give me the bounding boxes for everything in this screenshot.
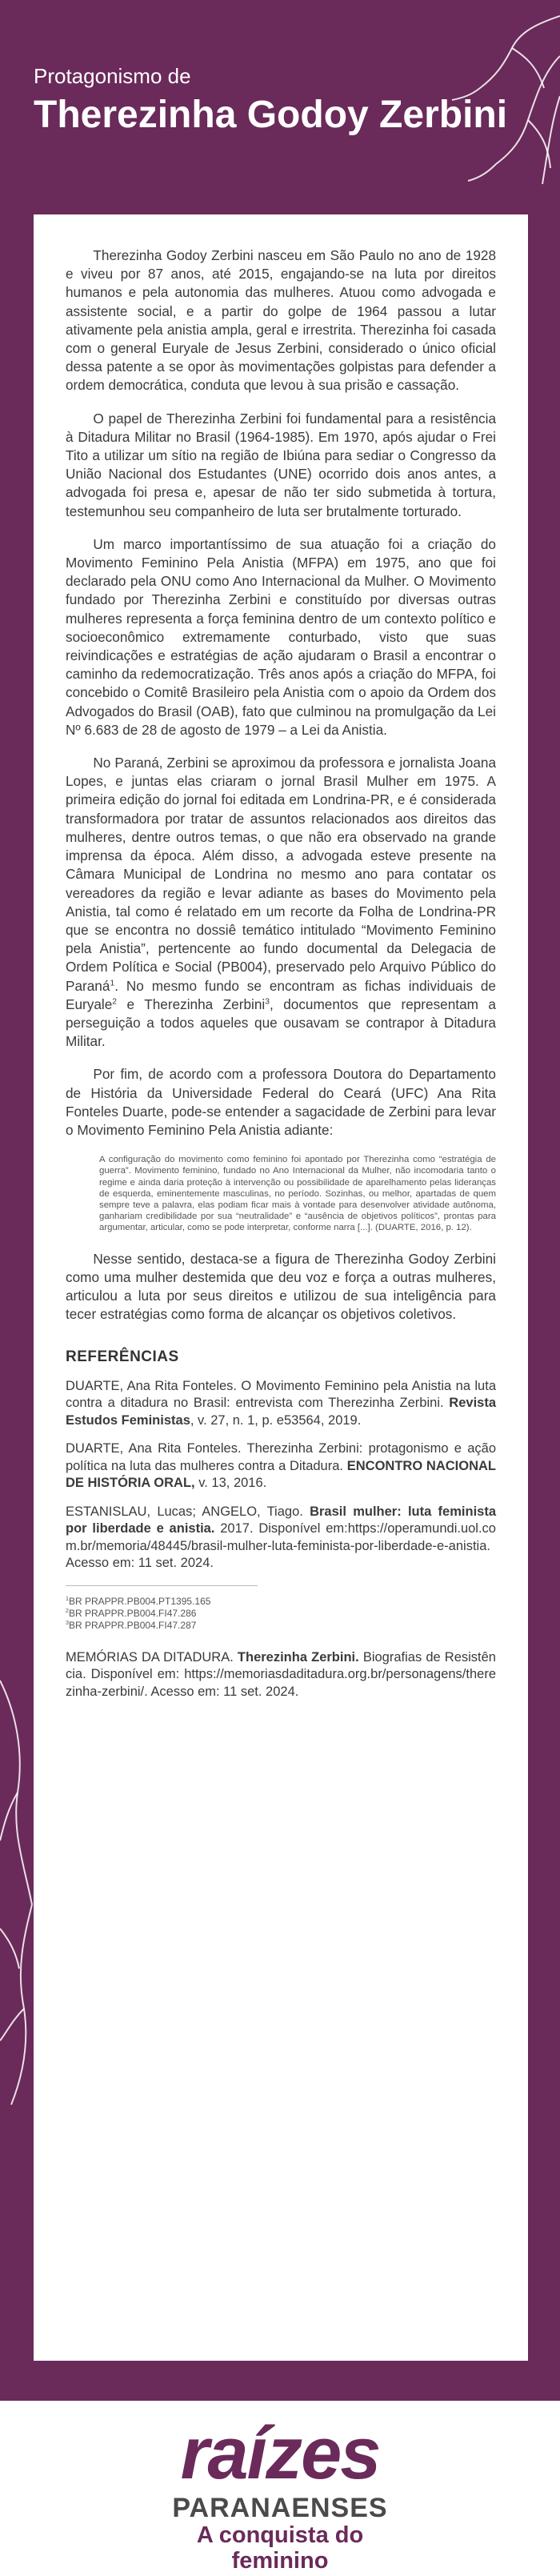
paragraph-4 bbox=[66, 754, 496, 1051]
reference-2-source: ENCONTRO NACIONAL DE HISTÓRIA ORAL, bbox=[66, 1458, 496, 1491]
page-kicker: Protagonismo de bbox=[34, 64, 191, 88]
paragraph-1: Therezinha Godoy Zerbini nasceu em São Paulo no ano de 1928 e viveu por 87 anos, até 2015, engajando-se na luta por direitos humanos e pela autonomia das mulheres. Atuou como advogada e assistente social, e a partir do golpe de 1964 passou a lutar ativamente pela anistia ampla, geral e irrestrita. Therezinha foi casada com o general Euryale de Jesus Zerbini, considerado o único oficial dessa patente a se opor às movimentações golpistas para defender a ordem democrática, conduta que levou à sua prisão e cassação. bbox=[66, 247, 496, 394]
paragraph-3: Um marco importantíssimo de sua atuação foi a criação do Movimento Feminino Pela Anistia (MFPA) em 1975, ano que foi declarado pela ONU como Ano Internacional da Mulher. O Movimento fundado por Therezinha Zerbini e constituído por diversas outras mulheres representa a força feminina dentro de um contexto político e socioeconômico extremamente conturbado, visto que suas reivindicações e estratégias de ação ajudaram o Brasil a encontrar o caminho da redemocratização. Três anos após a criação do MFPA, foi concebido o Comitê Brasileiro pela Anistia com o apoio da Ordem dos Advogados do Brasil (OAB), fato que culminou na promulgação da Lei Nº 6.683 de 28 de agosto de 1979 – a Lei da Anistia. bbox=[66, 535, 496, 738]
reference-4 bbox=[66, 1649, 496, 1701]
paragraph-4-part-3: e Therezinha Zerbini bbox=[117, 996, 266, 1012]
reference-2 bbox=[66, 1440, 496, 1492]
paragraph-5: Por fim, de acordo com a professora Doutora do Departamento de História da Universidade Federal do Ceará (UFC) Ana Rita Fonteles Duarte, pode-se entender a sagacidade de Zerbini para levar o Movimento Feminino Pela Anistia adiante: bbox=[66, 1066, 496, 1138]
reference-1 bbox=[66, 1378, 496, 1430]
reference-3-details: 2017. Disponível em:https://operamundi.uol.com.br/memoria/48445/brasil-mulher-luta-feminista-por-liberdade-e-anistia. Acesso em: 11 set. 2024. bbox=[66, 1521, 496, 1571]
paragraph-4-part-4: , documentos que representam a perseguição a todos aqueles que ousavam se contrapor à Ditadura Militar. bbox=[66, 996, 496, 1050]
footnote-3 bbox=[66, 1620, 258, 1632]
reference-4-authors: MEMÓRIAS DA DITADURA. bbox=[66, 1649, 238, 1665]
footnote-1 bbox=[66, 1596, 258, 1608]
reference-1-source: Revista Estudos Feministas bbox=[66, 1396, 496, 1428]
footnote-ref-2: 2 bbox=[112, 996, 118, 1006]
paragraph-4-part-1: No Paraná, Zerbini se aproximou da professora e jornalista Joana Lopes, e juntas elas criaram o jornal Brasil Mulher em 1975. A primeira edição do jornal foi editada em Londrina-PR, e é considerada transformadora por tratar de assuntos relacionados aos direitos das mulheres, dentre outros temas, o que não era observado na grande imprensa da época. Além disso, a advogada esteve presente na Câmara Municipal de Londrina no mesmo ano para contatar os vereadores da região e levar adiante as bases do Movimento pela Anistia, tal como é relatado em um recorte da Folha de Londrina-PR que se encontra no dossiê temático intitulado “Movimento Feminino pela Anistia”, pertencente ao fundo documental da Delegacia de Ordem Política e Social (PB004), preservado pelo Arquivo Público do Paraná bbox=[66, 755, 496, 994]
footnote-ref-1: 1 bbox=[110, 978, 115, 988]
reference-1-details: , v. 27, n. 1, p. e53564, 2019. bbox=[190, 1412, 362, 1428]
footnote-2-text: BR PRAPPR.PB004.FI47.286 bbox=[69, 1607, 197, 1619]
footnotes bbox=[66, 1585, 258, 1632]
paragraph-4-part-2: . No mesmo fundo se encontram as fichas individuais de Euryale bbox=[66, 977, 496, 1012]
article-card bbox=[34, 214, 528, 2361]
logo-tagline: A conquista do feminino bbox=[196, 2522, 364, 2574]
page-title: Therezinha Godoy Zerbini bbox=[34, 94, 508, 136]
references-title: REFERÊNCIAS bbox=[66, 1348, 179, 1366]
reference-1-authors: DUARTE, Ana Rita Fonteles. O Movimento Feminino pela Anistia na luta contra a ditadura no Brasil: entrevista com Therezinha Zerbini. bbox=[66, 1378, 496, 1411]
block-quote: A configuração do movimento como feminino foi apontado por Therezinha como “estratégia de guerra”. Movimento feminino, fundado no Ano Internacional da Mulher, não incomodaria tanto o regime e ainda daria proteção à intervenção ou possibilidade de aparelhamento pelas lideranças de esquerda, eminentemente masculinas, no período. Sozinhas, ou melhor, apartadas de quem sempre teve a palavra, elas podiam ficar mais à vontade para desenvolver atividade autônoma, ganhariam credibilidade por sua “neutralidade” e “ausência de objetivos políticos”, prontas para argumentar, articular, como se pode interpretar, conforme narra [...]. (DUARTE, 2016, p. 12). bbox=[99, 1155, 496, 1233]
logo-subtitle: PARANAENSES bbox=[172, 2493, 388, 2523]
footnote-3-text: BR PRAPPR.PB004.FI47.287 bbox=[69, 1619, 197, 1631]
paragraph-2: O papel de Therezinha Zerbini foi fundamental para a resistência à Ditadura Militar no Brasil (1964-1985). Em 1970, após ajudar o Frei Tito a utilizar um sítio na região de Ibiúna para sediar o Congresso da União Nacional dos Estudantes (UNE) ocorrido dois anos antes, a advogada foi presa e, apesar de não ter sido submetida à tortura, testemunhou seu companheiro de luta ser brutalmente torturado. bbox=[66, 410, 496, 519]
logo-wordmark: raízes bbox=[180, 2413, 380, 2494]
reference-4-details: Biografias de Resistência. Disponível em: https://memoriasdaditadura.org.br/personagens/therezinha-zerbini/. Acesso em: 11 set. 2024. bbox=[66, 1649, 496, 1699]
footnote-1-number: 1 bbox=[66, 1594, 69, 1602]
reference-2-details: v. 13, 2016. bbox=[194, 1476, 267, 1491]
footnote-2-number: 2 bbox=[66, 1606, 69, 1614]
footnote-1-text: BR PRAPPR.PB004.PT1395.165 bbox=[69, 1595, 211, 1607]
reference-4-source: Therezinha Zerbini. bbox=[237, 1649, 359, 1665]
footer bbox=[0, 2401, 560, 2576]
footnote-3-number: 3 bbox=[66, 1618, 69, 1626]
header bbox=[34, 64, 514, 138]
reference-2-authors: DUARTE, Ana Rita Fonteles. Therezinha Zerbini: protagonismo e ação política na luta das mulheres contra a Ditadura. bbox=[66, 1441, 496, 1473]
reference-3-source: Brasil mulher: luta feminista por liberdade e anistia. bbox=[66, 1504, 496, 1536]
footnote-2 bbox=[66, 1608, 258, 1620]
raizes-paranaenses-logo bbox=[152, 2413, 408, 2574]
reference-3 bbox=[66, 1504, 496, 1572]
paragraph-6: Nesse sentido, destaca-se a figura de Therezinha Godoy Zerbini como uma mulher destemida que deu voz e força a outras mulheres, articulou a luta por seus direitos e utilizou de sua inteligência para tecer estratégias como forma de alcançar os objetivos coletivos. bbox=[66, 1250, 496, 1323]
footnote-ref-3: 3 bbox=[265, 996, 270, 1006]
reference-3-authors: ESTANISLAU, Lucas; ANGELO, Tiago. bbox=[66, 1504, 310, 1519]
